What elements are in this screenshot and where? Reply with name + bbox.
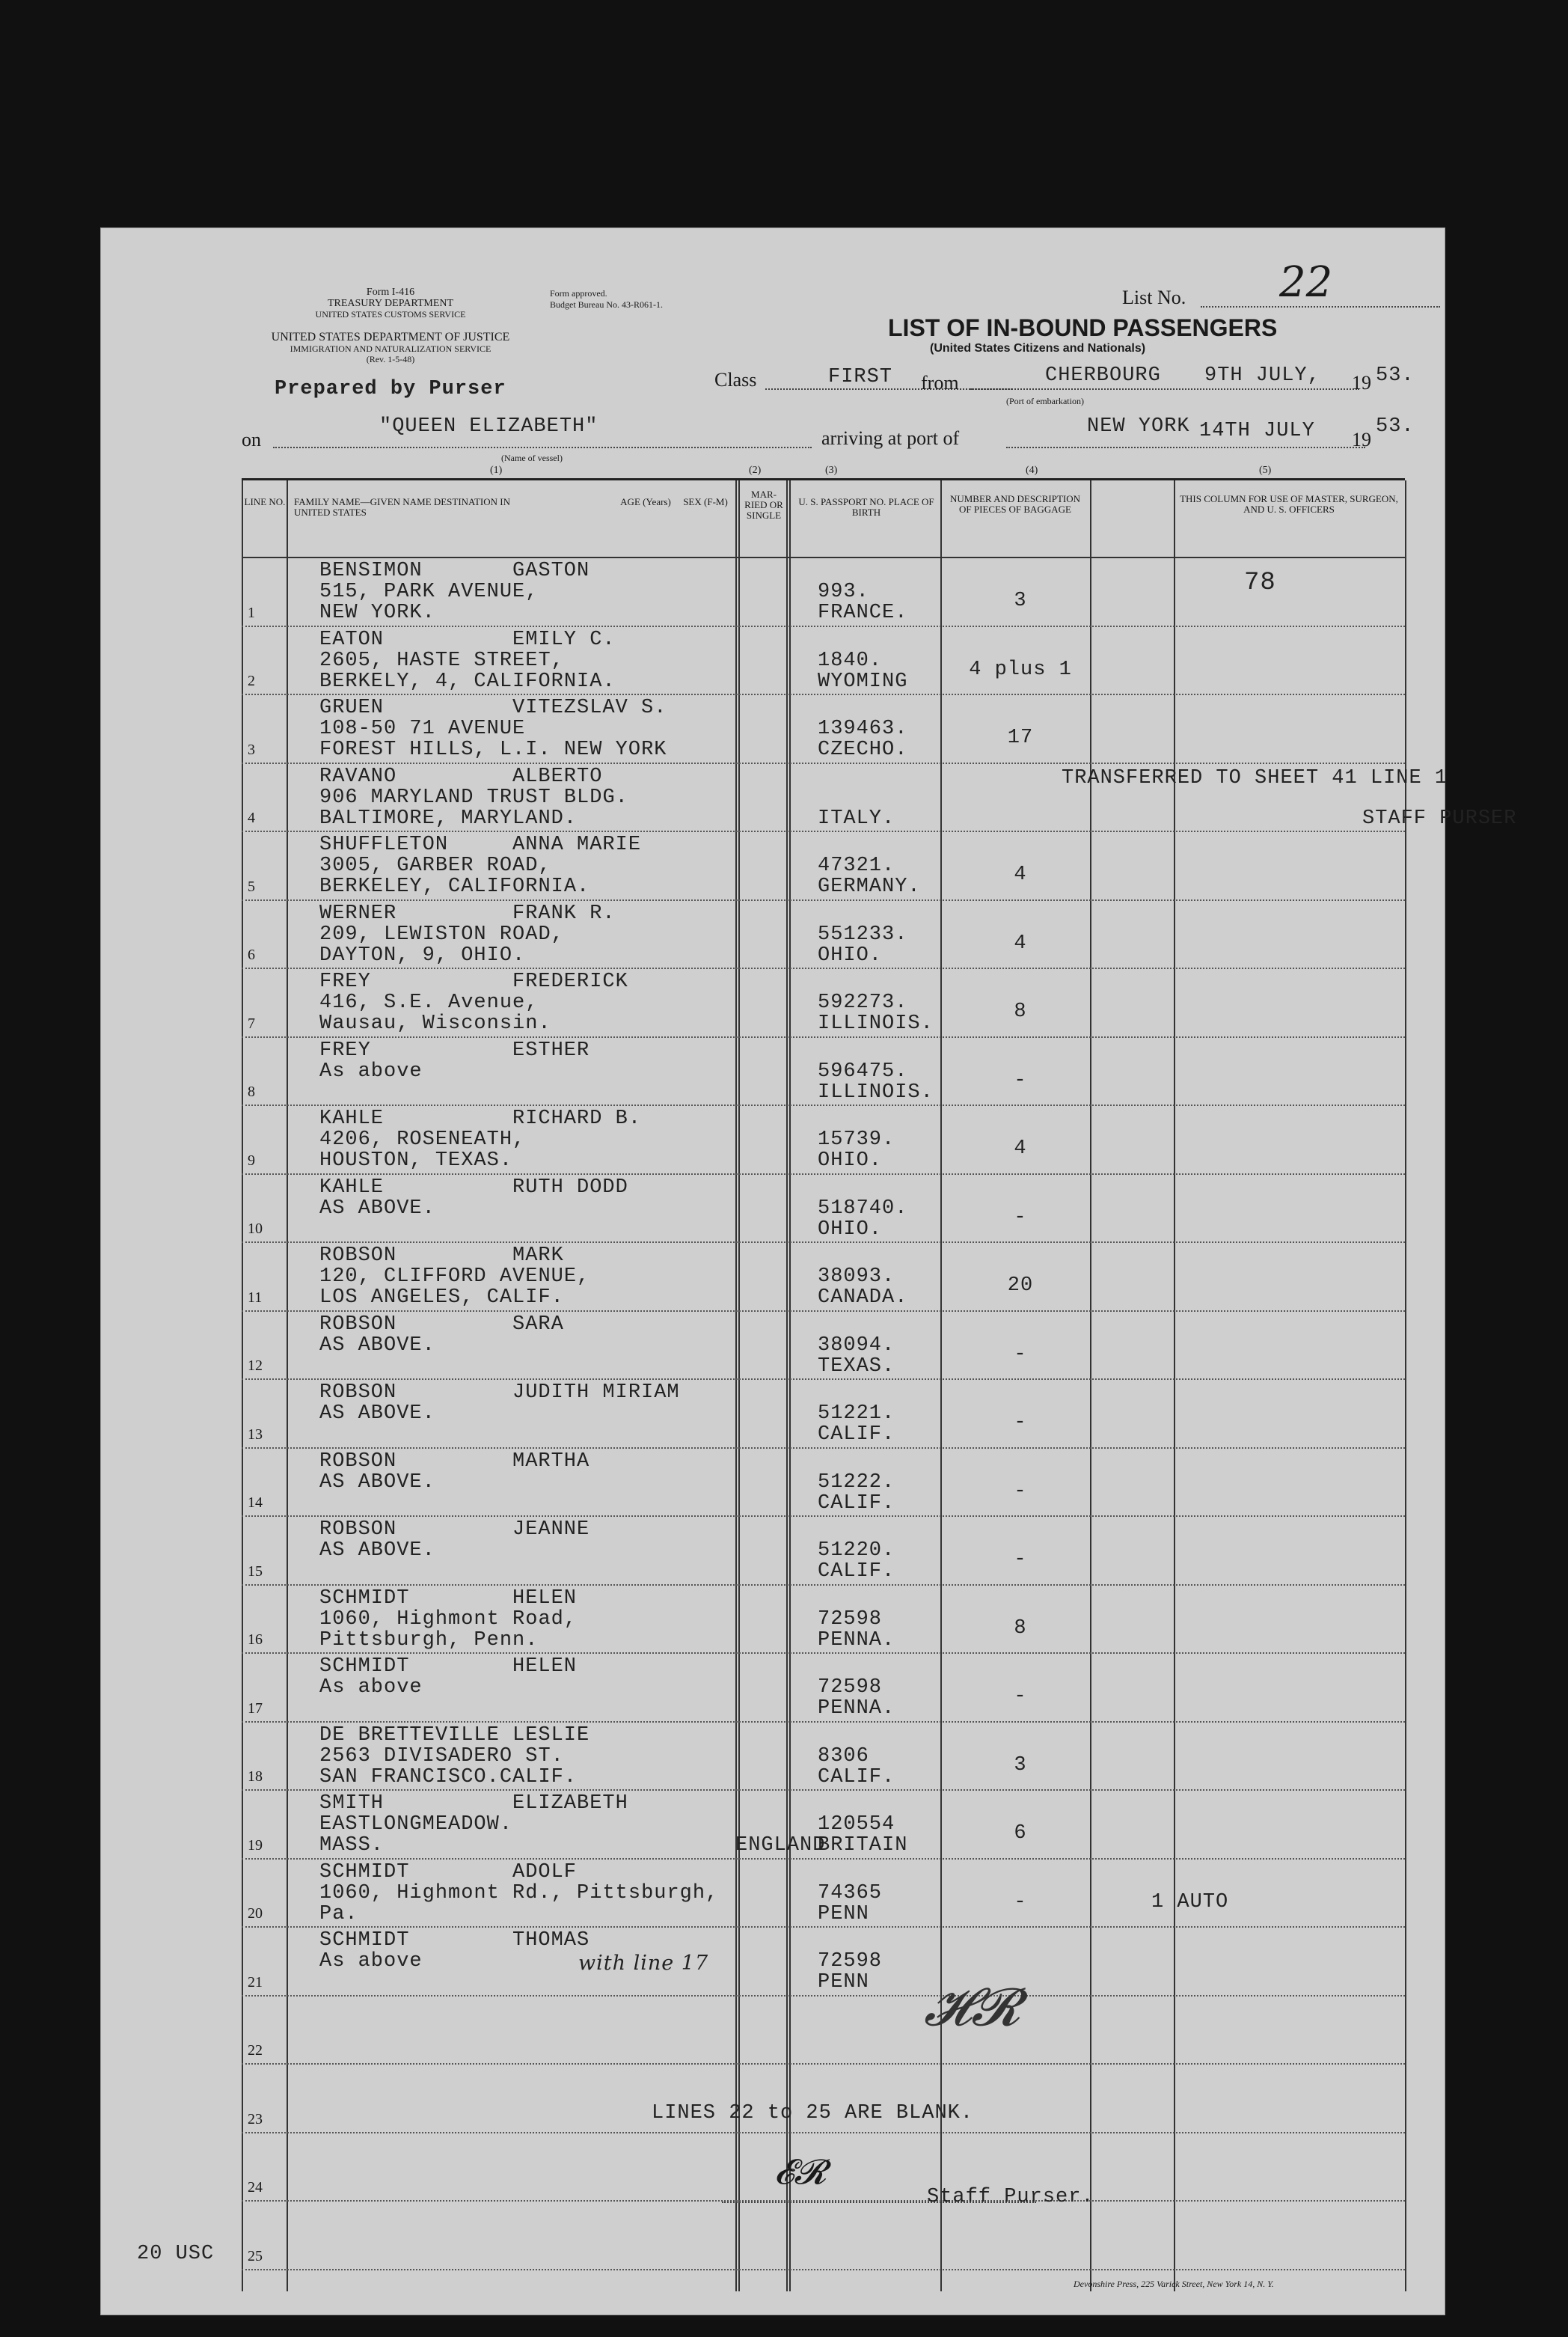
passport-number: 15739. [818,1128,895,1151]
family-name: SHUFFLETON [319,834,449,856]
embarkation-year: 53. [1376,364,1415,387]
col-num-3: (3) [825,465,838,476]
line-number: 5 [248,878,255,895]
list-no-label: List No. [1122,287,1186,308]
col-officers: THIS COLUMN FOR USE OF MASTER, SURGEON, AND U. S. OFFICERS [1180,493,1398,515]
family-name: BENSIMON [319,560,423,582]
passport-number: 47321. [818,855,895,877]
family-name: ROBSON [319,1381,397,1404]
line-number: 13 [248,1426,263,1443]
officer-signature: 𝓗𝓡 [924,1976,1020,2038]
passport-number: 993. [818,581,869,603]
family-name: ROBSON [319,1449,397,1473]
family-name: KAHLE [319,1108,385,1130]
blank-lines-note: LINES 22 to 25 ARE BLANK. [652,2102,974,2124]
row-rule [242,2132,1405,2133]
purser-signature: 𝓔𝓡 [774,2151,827,2192]
line-number: 6 [248,947,255,963]
family-name: SCHMIDT [319,1586,410,1610]
place-of-birth: PENN [818,1971,869,1994]
handwritten-note: with line 17 [578,1952,709,1975]
budget-bureau: Budget Bureau No. 43-R061-1. [550,299,663,310]
line-number: 12 [248,1357,263,1374]
family-name: FREY [319,1039,371,1062]
line-number: 22 [248,2042,263,2059]
address-line-1: As above [319,1060,423,1083]
given-name: SARA [512,1313,564,1336]
address-line-1: 1060, Highmont Rd., Pittsburgh, [319,1881,719,1904]
given-name: JUDITH MIRIAM [512,1381,680,1404]
place-of-birth: CANADA. [818,1286,908,1309]
family-name: ROBSON [319,1244,397,1267]
row-rule [242,1036,1405,1038]
place-of-birth: PENNA. [818,1697,895,1720]
line-number: 14 [248,1494,263,1511]
col-num-5: (5) [1259,465,1272,476]
given-name: MARTHA [512,1449,590,1473]
place-of-birth: BRITAIN [818,1834,908,1857]
row-rule [242,1789,1405,1791]
row-rule [242,831,1405,832]
address-line-1: 2605, HASTE STREET, [319,649,564,672]
place-of-birth: TEXAS. [818,1354,895,1378]
address-line-1: AS ABOVE. [319,1539,435,1562]
given-name: RUTH DODD [512,1176,628,1199]
place-of-birth: ILLINOIS. [818,1012,934,1035]
passport-number: 38094. [818,1334,895,1357]
place-of-birth: CALIF. [818,1560,895,1583]
address-line-2: Wausau, Wisconsin. [319,1012,551,1035]
col-line-no: LINE NO. [244,496,286,507]
address-line-2: SAN FRANCISCO.CALIF. [319,1765,578,1788]
given-name: FRANK R. [512,902,616,925]
passport-number: 596475. [818,1060,908,1083]
baggage-count: 4 [1014,932,1027,955]
birth-correction: ENGLAND [735,1834,826,1857]
address-line-1: 209, LEWISTON ROAD, [319,923,564,946]
line-number: 20 [248,1905,263,1922]
place-of-birth: PENNA. [818,1628,895,1652]
address-line-1: As above [319,1676,423,1699]
list-subtitle: (United States Citizens and Nationals) [930,342,1146,355]
baggage-count: 4 [1014,864,1027,886]
family-name: SCHMIDT [319,1860,410,1884]
baggage-count: - [1014,1342,1027,1366]
row-rule [242,1652,1405,1654]
vessel-name: "QUEEN ELIZABETH" [379,415,598,438]
year-prefix: 19 [1352,372,1371,394]
row-rule [242,899,1405,901]
press-imprint: Devonshire Press, 225 Varick Street, New York 14, N. Y. [1074,2279,1274,2289]
row-rule [242,2269,1405,2270]
passport-number: 72598 [818,1950,883,1973]
baggage-count: - [1014,1479,1027,1503]
passport-number: 8306 [818,1744,869,1768]
family-name: SCHMIDT [319,1929,410,1952]
col-passport: U. S. PASSPORT NO. PLACE OF BIRTH [798,496,934,518]
line-number: 21 [248,1973,263,1991]
immigration-service: IMMIGRATION AND NATURALIZATION SERVICE [290,343,491,354]
passport-number: 120554 [818,1813,895,1836]
list-number: 22 [1279,258,1333,307]
passenger-list-sheet [100,227,1517,2315]
address-line-1: 3005, GARBER ROAD, [319,855,551,877]
place-of-birth: WYOMING [818,670,908,693]
row-rule [242,1173,1405,1175]
line-number: 25 [248,2247,263,2264]
officer-note: 78 [1244,569,1276,597]
family-name: DE BRETTEVILLE [319,1723,500,1747]
baggage-count: - [1014,1069,1027,1092]
given-name: HELEN [512,1655,578,1678]
place-of-birth: GERMANY. [818,876,921,898]
given-name: VITEZSLAV S. [512,697,667,719]
line-number: 11 [248,1289,263,1306]
header-rule [242,557,1405,558]
col-age: AGE (Years) [620,496,671,507]
place-of-birth: CZECHO. [818,739,908,761]
from-label: from [921,372,959,394]
line-number: 9 [248,1152,255,1169]
passport-number: 38093. [818,1265,895,1288]
class-value: FIRST [828,366,893,388]
line-number: 10 [248,1221,263,1237]
place-of-birth: PENN [818,1902,869,1925]
row-rule [242,1241,1405,1243]
arriving-label: arriving at port of [821,427,960,449]
baggage-count: - [1014,1206,1027,1229]
prepared-by: Prepared by Purser [275,378,506,400]
line-number: 4 [248,810,255,826]
line-number: 17 [248,1699,263,1717]
transfer-note: TRANSFERRED TO SHEET 41 LINE 1 [1062,766,1448,789]
address-line-2: BALTIMORE, MARYLAND. [319,807,578,830]
row-rule [242,1995,1405,1997]
vessel-caption: (Name of vessel) [501,453,563,463]
col-num-2: (2) [749,465,762,476]
passport-number: 139463. [818,718,908,740]
address-line-1: 108-50 71 AVENUE [319,718,526,740]
family-name: ROBSON [319,1313,397,1336]
passport-number: 592273. [818,992,908,1014]
address-line-1: AS ABOVE. [319,1197,435,1220]
baggage-count: 8 [1014,1001,1027,1023]
passport-number: 72598 [818,1676,883,1699]
address-line-1: 4206, ROSENEATH, [319,1128,526,1151]
family-name: WERNER [319,902,397,925]
line-number: 8 [248,1084,255,1100]
given-name: ELIZABETH [512,1792,628,1815]
line-number: 18 [248,1768,263,1785]
family-name: SMITH [319,1792,385,1815]
family-name: FREY [319,971,371,993]
revision-date: (Rev. 1-5-48) [366,354,415,364]
line-number: 23 [248,2110,263,2127]
row-rule [242,694,1405,695]
address-line-2: HOUSTON, TEXAS. [319,1149,513,1172]
passenger-table [242,478,1517,2291]
baggage-count: - [1014,1548,1027,1571]
place-of-birth: CALIF. [818,1765,895,1788]
form-approved: Form approved. [550,288,607,299]
embarkation-date: 9TH JULY, [1204,364,1320,387]
baggage-count: - [1014,1411,1027,1434]
year-prefix-2: 19 [1352,429,1371,450]
col-sex: SEX (F-M) [683,496,728,507]
place-of-birth: CALIF. [818,1491,895,1515]
given-name: GASTON [512,560,590,582]
baggage-count: 8 [1014,1616,1027,1640]
arrival-port: NEW YORK [1087,415,1190,438]
line-number: 19 [248,1836,263,1854]
passport-number: 51221. [818,1402,895,1425]
family-name: ROBSON [319,1518,397,1541]
line-number: 15 [248,1562,263,1580]
family-name: KAHLE [319,1176,385,1199]
place-of-birth: CALIF. [818,1423,895,1446]
port-of-embarkation: CHERBOURG [1045,364,1161,387]
line-number: 24 [248,2179,263,2196]
given-name: LESLIE [512,1723,590,1747]
passport-number: 518740. [818,1197,908,1220]
passport-number: 72598 [818,1607,883,1631]
passport-number: 551233. [818,923,908,946]
class-label: Class [714,369,757,391]
usc-stamp: 20 USC [137,2243,215,2265]
col-baggage: NUMBER AND DESCRIPTION OF PIECES OF BAGGAGE [949,493,1081,515]
address-line-1: As above [319,1950,423,1973]
address-line-2: Pa. [319,1902,358,1925]
col-married: MAR- RIED OR SINGLE [744,489,783,521]
form-id: Form I-416 [366,287,415,298]
baggage-note: 1 AUTO [1151,1890,1229,1913]
address-line-1: EASTLONGMEADOW. [319,1813,513,1836]
address-line-1: 906 MARYLAND TRUST BLDG. [319,786,628,809]
address-line-2: Pittsburgh, Penn. [319,1628,539,1652]
given-name: JEANNE [512,1518,590,1541]
customs-service: UNITED STATES CUSTOMS SERVICE [315,309,466,320]
arrival-date: 14TH JULY [1199,420,1315,442]
passport-number: 51220. [818,1539,895,1562]
address-line-1: AS ABOVE. [319,1470,435,1494]
baggage-count: 4 plus 1 [969,658,1072,681]
row-rule [242,1378,1405,1380]
row-rule [242,626,1405,627]
row-rule [242,763,1405,764]
row-rule [242,2063,1405,2065]
row-rule [242,1584,1405,1586]
baggage-count: 17 [1007,727,1034,749]
line-number: 7 [248,1015,255,1032]
baggage-count: 3 [1014,1753,1027,1777]
place-of-birth: OHIO. [818,1218,883,1241]
row-rule [242,1105,1405,1106]
address-line-2: FOREST HILLS, L.I. NEW YORK [319,739,667,761]
address-line-2: BERKELY, 4, CALIFORNIA. [319,670,616,693]
given-name: RICHARD B. [512,1108,642,1130]
line-number: 16 [248,1631,263,1648]
row-rule [242,968,1405,969]
given-name: HELEN [512,1586,578,1610]
justice-dept: UNITED STATES DEPARTMENT OF JUSTICE [271,331,510,343]
address-line-2: LOS ANGELES, CALIF. [319,1286,564,1309]
row-rule [242,1721,1405,1723]
staff-purser-note: STAFF PURSER [1362,807,1517,830]
col-num-4: (4) [1026,465,1038,476]
line-number: 3 [248,741,255,758]
place-of-birth: OHIO. [818,1149,883,1172]
baggage-count: 3 [1014,590,1027,612]
address-line-1: AS ABOVE. [319,1402,435,1425]
staff-purser-label: Staff Purser. [927,2186,1094,2208]
line-number: 1 [248,604,255,621]
given-name: ANNA MARIE [512,834,642,856]
family-name: RAVANO [319,765,397,788]
address-line-1: 1060, Highmont Road, [319,1607,578,1631]
baggage-count: 4 [1014,1137,1027,1160]
address-line-1: 416, S.E. Avenue, [319,992,539,1014]
row-rule [242,1926,1405,1928]
address-line-2: BERKELEY, CALIFORNIA. [319,876,590,898]
given-name: ADOLF [512,1860,578,1884]
passport-number: 1840. [818,649,883,672]
given-name: MARK [512,1244,564,1267]
baggage-count: - [1014,1890,1027,1913]
list-title: LIST OF IN-BOUND PASSENGERS [888,314,1278,341]
line-number: 2 [248,673,255,689]
family-name: GRUEN [319,697,385,719]
row-rule [242,1447,1405,1449]
given-name: EMILY C. [512,628,616,651]
place-of-birth: FRANCE. [818,602,908,624]
place-of-birth: ILLINOIS. [818,1081,934,1104]
address-line-1: 120, CLIFFORD AVENUE, [319,1265,590,1288]
row-rule [242,1858,1405,1860]
arrival-year: 53. [1376,415,1415,438]
given-name: ESTHER [512,1039,590,1062]
col-name: FAMILY NAME—GIVEN NAME DESTINATION IN UNITED STATES [294,496,511,518]
col-num-1: (1) [490,465,503,476]
passport-number: 51222. [818,1470,895,1494]
row-rule [242,1515,1405,1517]
passport-number: 74365 [818,1881,883,1904]
address-line-1: 2563 DIVISADERO ST. [319,1744,564,1768]
family-name: EATON [319,628,385,651]
address-line-1: 515, PARK AVENUE, [319,581,539,603]
family-name: SCHMIDT [319,1655,410,1678]
treasury-dept: TREASURY DEPARTMENT [327,298,454,309]
given-name: THOMAS [512,1929,590,1952]
address-line-2: NEW YORK. [319,602,435,624]
baggage-count: 6 [1014,1822,1027,1845]
given-name: ALBERTO [512,765,603,788]
address-line-2: MASS. [319,1834,385,1857]
address-line-2: DAYTON, 9, OHIO. [319,944,526,967]
place-of-birth: OHIO. [818,944,883,967]
given-name: FREDERICK [512,971,628,993]
row-rule [242,1310,1405,1312]
baggage-count: 20 [1007,1274,1034,1297]
on-label: on [242,429,261,450]
address-line-1: AS ABOVE. [319,1334,435,1357]
port-embark-caption: (Port of embarkation) [1006,396,1084,406]
baggage-count: - [1014,1685,1027,1708]
place-of-birth: ITALY. [818,807,895,830]
